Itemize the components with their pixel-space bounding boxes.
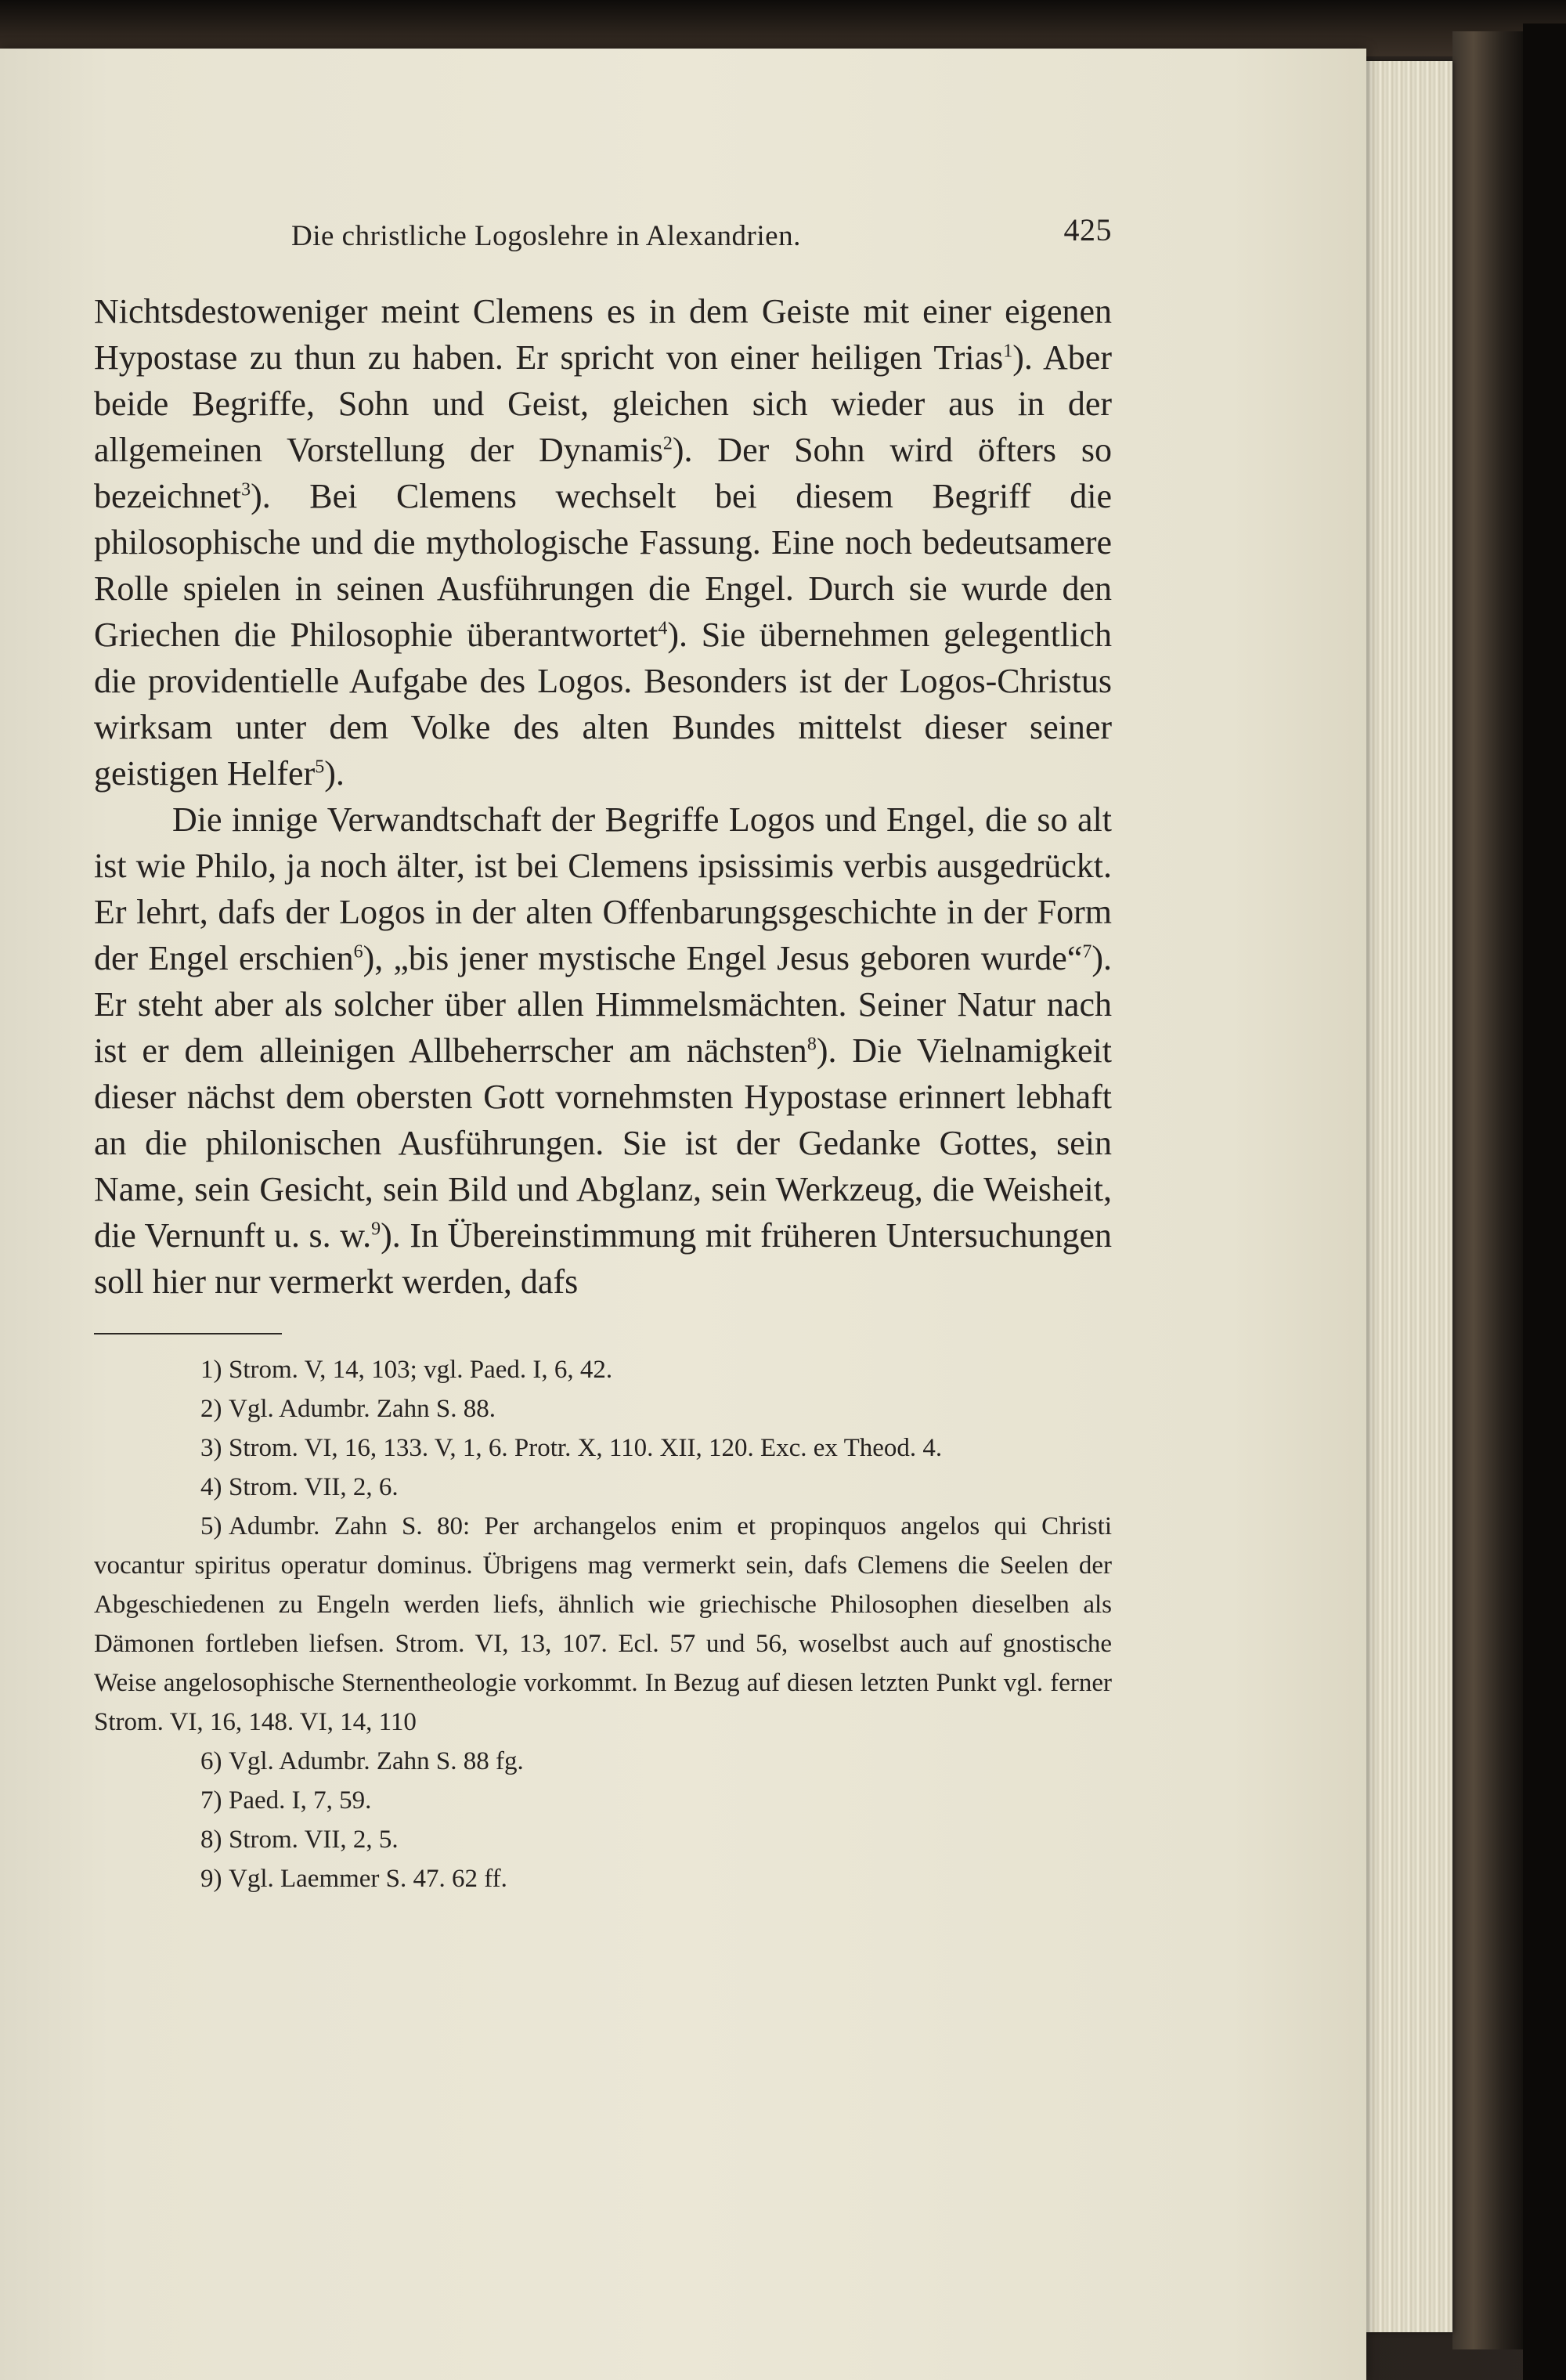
page-edges xyxy=(1366,61,1452,2332)
footnote-text: Strom. V, 14, 103; vgl. Paed. I, 6, 42. xyxy=(229,1356,613,1384)
footnote-text: Paed. I, 7, 59. xyxy=(229,1786,372,1815)
text-run: Die innige Verwandtschaft der Begriffe Logos und Engel, die so alt ist wie Philo, ja noch älter, ist bei Clemens ipsissimis verbis ausgedrückt. Er lehrt, dafs der Logos in der alten Offenbarungsgeschichte in der Form der Engel erschien xyxy=(94,800,1112,977)
running-head xyxy=(94,211,1112,258)
footnote-ref: 8 xyxy=(806,1034,817,1055)
footnote-ref: 3 xyxy=(241,479,251,500)
footnote xyxy=(94,1507,1112,1742)
text-run: ), „bis jener mystische Engel Jesus geboren wurde“ xyxy=(363,939,1083,977)
footnote-number: 1) xyxy=(200,1356,222,1384)
page-number: 425 xyxy=(1063,212,1112,247)
footnote-text: Strom. VI, 16, 133. V, 1, 6. Protr. X, 110. XII, 120. Exc. ex Theod. 4. xyxy=(229,1434,943,1462)
footnote-ref: 4 xyxy=(658,618,668,639)
book-cover-board xyxy=(1452,31,1523,2349)
text-run: Nichtsdestoweniger meint Clemens es in dem Geiste mit einer eigenen Hypostase zu thun zu haben. Er spricht von einer heiligen Trias xyxy=(94,292,1112,377)
footnote-ref: 1 xyxy=(1003,341,1013,362)
book-cover-back xyxy=(1523,23,1566,2380)
footnote-ref: 9 xyxy=(371,1219,381,1240)
text-run: ). Der Sohn wird öfters so bezeichnet xyxy=(94,431,1112,515)
footnote-number: 4) xyxy=(200,1473,222,1501)
body-text xyxy=(94,288,1112,1305)
footnote xyxy=(94,1468,1112,1507)
footnote xyxy=(94,1350,1112,1389)
footnote-number: 6) xyxy=(200,1747,222,1775)
footnote-rule xyxy=(94,1333,282,1334)
footnote-number: 7) xyxy=(200,1786,222,1815)
text-run: ). In Übereinstimmung mit früheren Untersuchungen soll hier nur vermerkt werden, dafs xyxy=(94,1216,1112,1301)
footnote xyxy=(94,1859,1112,1898)
footnote xyxy=(94,1820,1112,1859)
printed-area xyxy=(94,211,1112,1898)
footnote-ref: 6 xyxy=(353,941,363,962)
footnote-number: 8) xyxy=(200,1826,222,1854)
text-run: ). Er steht aber als solcher über allen Himmelsmächten. Seiner Natur nach ist er dem alleinigen Allbeherrscher am nächsten xyxy=(94,939,1112,1070)
footnote-number: 9) xyxy=(200,1865,222,1893)
footnote xyxy=(94,1389,1112,1428)
footnote-ref: 2 xyxy=(662,433,673,454)
footnote-text: Vgl. Adumbr. Zahn S. 88. xyxy=(229,1395,496,1423)
footnote-text: Vgl. Adumbr. Zahn S. 88 fg. xyxy=(229,1747,524,1775)
footnote-number: 2) xyxy=(200,1395,222,1423)
text-run: ). Bei Clemens wechselt bei diesem Begriff die philosophische und die mythologische Fassung. Eine noch bedeutsamere Rolle spielen in seinen Ausführungen die Engel. Durch sie wurde den Griechen die Philosophie überantwortet xyxy=(94,477,1112,654)
footnote xyxy=(94,1742,1112,1781)
footnote-text: Adumbr. Zahn S. 80: Per archangelos enim et propinquos angelos qui Christi vocantur spiritus operatur dominus. Übrigens mag vermerkt sein, dafs Clemens die Seelen der Abgeschiedenen zu Engeln werden liefs, ähnlich wie griechische Philosophen dieselben als Dämonen fortleben liefsen. Strom. VI, 13, 107. Ecl. 57 und 56, woselbst auch auf gnostische Weise angelosophische Sternentheologie vorkommt. In Bezug auf diesen letzten Punkt vgl. ferner Strom. VI, 16, 148. VI, 14, 110 xyxy=(94,1512,1112,1736)
paragraph-1 xyxy=(94,288,1112,796)
text-run: ). Die Vielnamigkeit dieser nächst dem obersten Gott vornehmsten Hypostase erinnert lebhaft an die philonischen Ausführungen. Sie ist der Gedanke Gottes, sein Name, sein Gesicht, sein Bild und Abglanz, sein Werkzeug, die Weisheit, die Vernunft u. s. w. xyxy=(94,1031,1112,1255)
text-run: ). xyxy=(324,754,345,793)
text-run: ). Aber beide Begriffe, Sohn und Geist, gleichen sich wieder aus in der allgemeinen Vorstellung der Dynamis xyxy=(94,338,1112,469)
footnotes xyxy=(94,1350,1112,1898)
footnote xyxy=(94,1428,1112,1468)
running-title: Die christliche Logoslehre in Alexandrien. xyxy=(291,220,801,252)
footnote-number: 3) xyxy=(200,1434,222,1462)
footnote-ref: 7 xyxy=(1082,941,1092,962)
footnote-number: 5) xyxy=(200,1512,222,1540)
footnote-text: Strom. VII, 2, 5. xyxy=(229,1826,399,1854)
footnote-ref: 5 xyxy=(315,757,325,778)
paragraph-2 xyxy=(94,796,1112,1305)
footnote-text: Vgl. Laemmer S. 47. 62 ff. xyxy=(229,1865,507,1893)
text-run: ). Sie übernehmen gelegentlich die providentielle Aufgabe des Logos. Besonders ist der Logos-Christus wirksam unter dem Volke des alten Bundes mittelst dieser seiner geistigen Helfer xyxy=(94,616,1112,793)
footnote xyxy=(94,1781,1112,1820)
footnote-text: Strom. VII, 2, 6. xyxy=(229,1473,399,1501)
